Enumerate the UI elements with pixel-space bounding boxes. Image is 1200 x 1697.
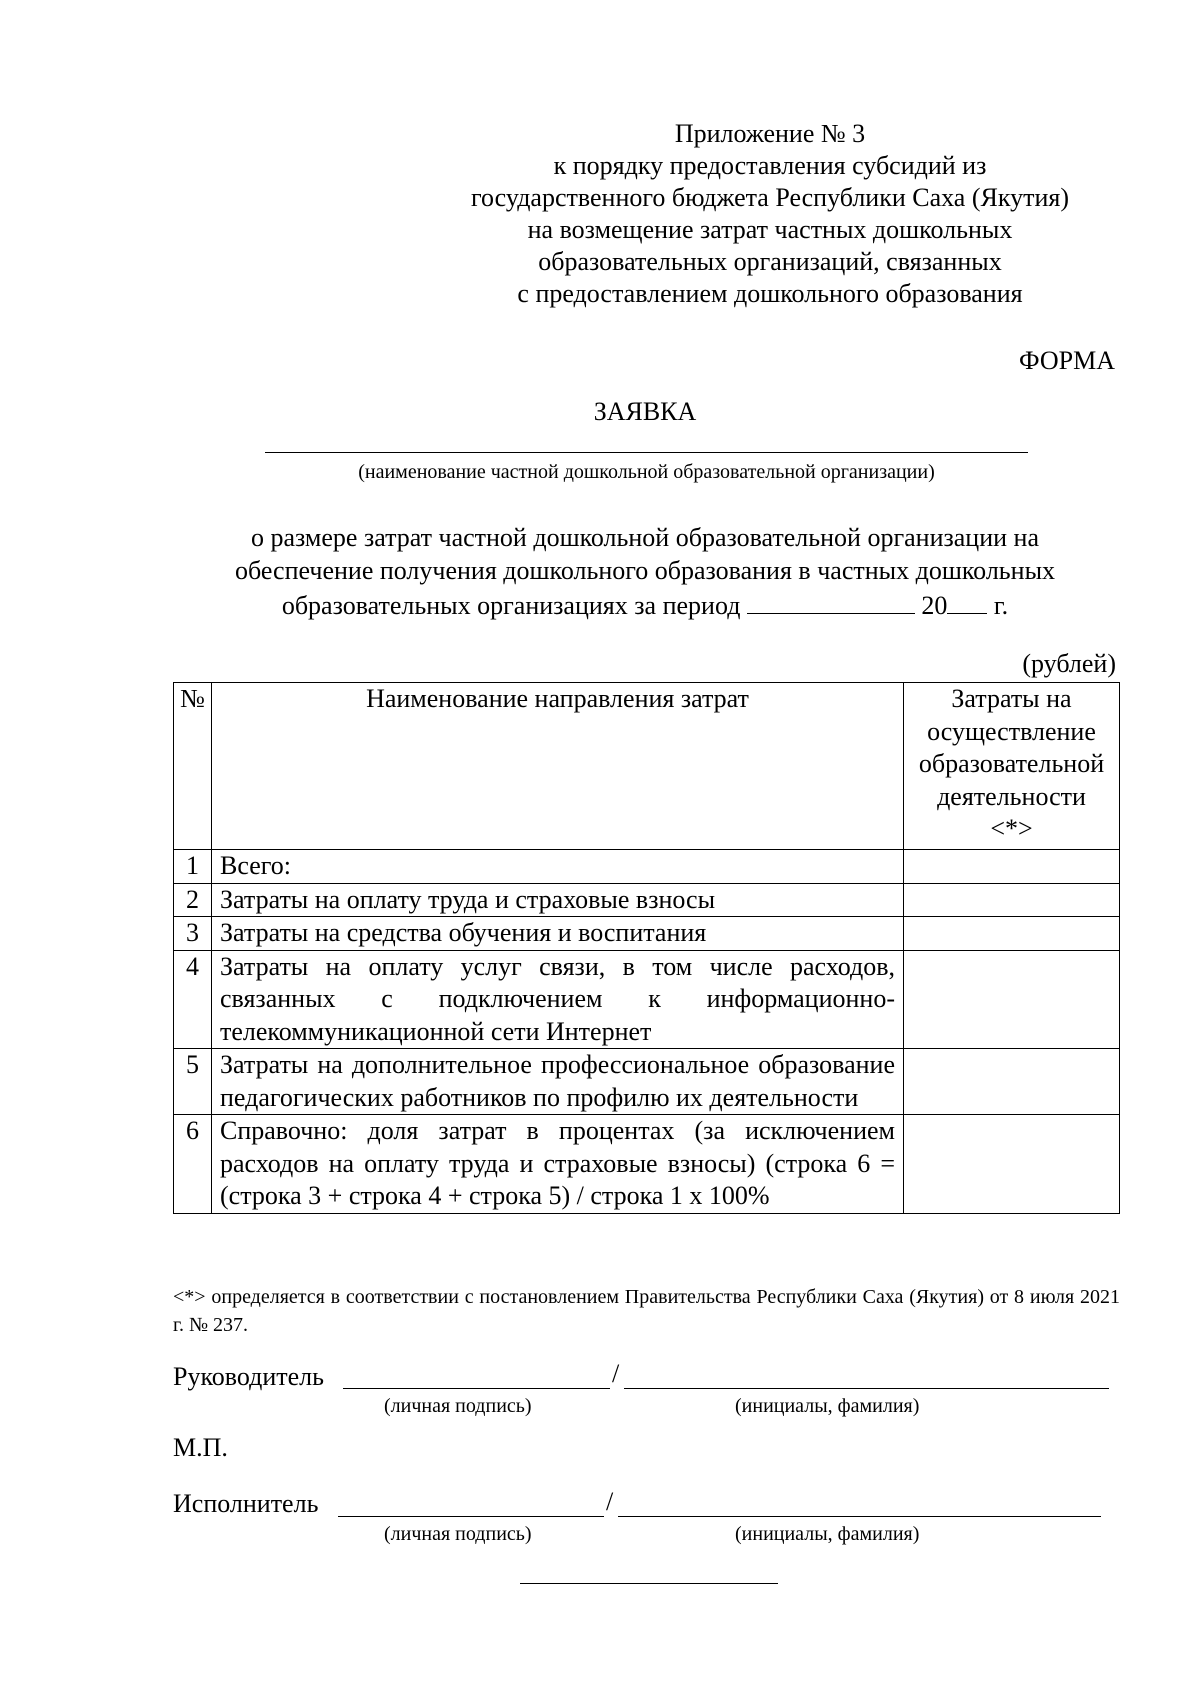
appendix-line: на возмещение затрат частных дошкольных (527, 215, 1013, 244)
header-cost-value (904, 683, 1120, 850)
row-value-cell[interactable] (904, 850, 1120, 884)
table-row (174, 950, 1120, 1049)
costs-table (173, 682, 1120, 1214)
appendix-line: Приложение № 3 (674, 119, 866, 148)
executor-signature-field[interactable] (338, 1516, 604, 1517)
row-value-cell[interactable] (904, 1049, 1120, 1115)
row-number: 3 (174, 917, 212, 951)
row-number: 5 (174, 1049, 212, 1115)
period-field[interactable] (747, 587, 915, 614)
row-value-cell[interactable] (904, 917, 1120, 951)
table-row (174, 1115, 1120, 1214)
year-prefix: 20 (921, 591, 948, 620)
header-value-line: Затраты на (951, 684, 1072, 713)
row-number: 6 (174, 1115, 212, 1214)
footnote: <*> определяется в соответствии с постановлением Правительства Республики Саха (Якутия) от 8 июля 2021 г. № 237. (173, 1286, 1120, 1336)
table-row (174, 1049, 1120, 1115)
executor-separator: / (606, 1487, 614, 1516)
head-separator: / (612, 1359, 620, 1388)
head-signature-row (173, 1361, 324, 1393)
table-row (174, 883, 1120, 917)
year-field[interactable] (947, 587, 987, 614)
period-label: образовательных организациях за период (281, 591, 741, 620)
row-name: Затраты на дополнительное профессиональное образование педагогических работников по профилю их деятельности (212, 1049, 904, 1115)
table-row (174, 850, 1120, 884)
closing-rule (520, 1583, 778, 1584)
head-signature-field[interactable] (343, 1388, 610, 1389)
header-value-line: осуществление (927, 716, 1096, 746)
executor-name-caption: (инициалы, фамилия) (735, 1523, 920, 1545)
row-name: Затраты на средства обучения и воспитания (212, 917, 904, 951)
year-suffix: г. (993, 591, 1009, 620)
row-number: 2 (174, 883, 212, 917)
currency-units: (рублей) (1022, 649, 1116, 678)
row-value-cell[interactable] (904, 883, 1120, 917)
appendix-line: образовательных организаций, связанных (538, 247, 1002, 276)
header-value-line: образовательной (918, 749, 1105, 778)
header-number: № (174, 683, 212, 850)
row-name: Справочно: доля затрат в процентах (за исключением расходов на оплату труда и страховые взносы) (строка 6 = (строка 3 + строка 4 + строка 5) / строка 1 x 100% (212, 1115, 904, 1214)
head-label: Руководитель (173, 1362, 324, 1391)
request-subject (150, 521, 1140, 622)
row-name: Затраты на оплату труда и страховые взносы (212, 883, 904, 917)
header-cost-direction: Наименование направления затрат (212, 683, 904, 850)
appendix-header (430, 118, 1110, 310)
appendix-line: к порядку предоставления субсидий из (553, 151, 987, 180)
form-label: ФОРМА (1019, 346, 1115, 375)
row-number: 1 (174, 850, 212, 884)
organization-name-caption: (наименование частной дошкольной образовательной организации) (358, 461, 935, 483)
document-title: ЗАЯВКА (593, 397, 697, 426)
row-name: Всего: (212, 850, 904, 884)
subject-line: о размере затрат частной дошкольной образовательной организации на (250, 523, 1040, 552)
appendix-line: с предоставлением дошкольного образования (517, 279, 1023, 308)
head-signature-caption: (личная подпись) (384, 1395, 532, 1417)
subject-line: обеспечение получения дошкольного образования в частных дошкольных (234, 556, 1056, 585)
appendix-line: государственного бюджета Республики Саха (Якутия) (470, 183, 1069, 212)
executor-name-field[interactable] (618, 1516, 1101, 1517)
head-name-field[interactable] (624, 1388, 1109, 1389)
header-value-line: <*> (990, 814, 1033, 843)
subject-line-period (150, 587, 1140, 622)
row-name: Затраты на оплату услуг связи, в том числе расходов, связанных с подключением к информационно-телекоммуникационной сети Интернет (212, 950, 904, 1049)
executor-signature-row (173, 1488, 318, 1520)
header-value-line: деятельности (937, 781, 1086, 811)
executor-signature-caption: (личная подпись) (384, 1523, 532, 1545)
executor-label: Исполнитель (173, 1489, 319, 1518)
row-value-cell[interactable] (904, 1115, 1120, 1214)
row-number: 4 (174, 950, 212, 1049)
table-header-row (174, 683, 1120, 850)
head-name-caption: (инициалы, фамилия) (735, 1395, 920, 1417)
table-row (174, 917, 1120, 951)
organization-name-field[interactable] (265, 452, 1028, 453)
stamp-place: М.П. (173, 1433, 228, 1462)
row-value-cell[interactable] (904, 950, 1120, 1049)
